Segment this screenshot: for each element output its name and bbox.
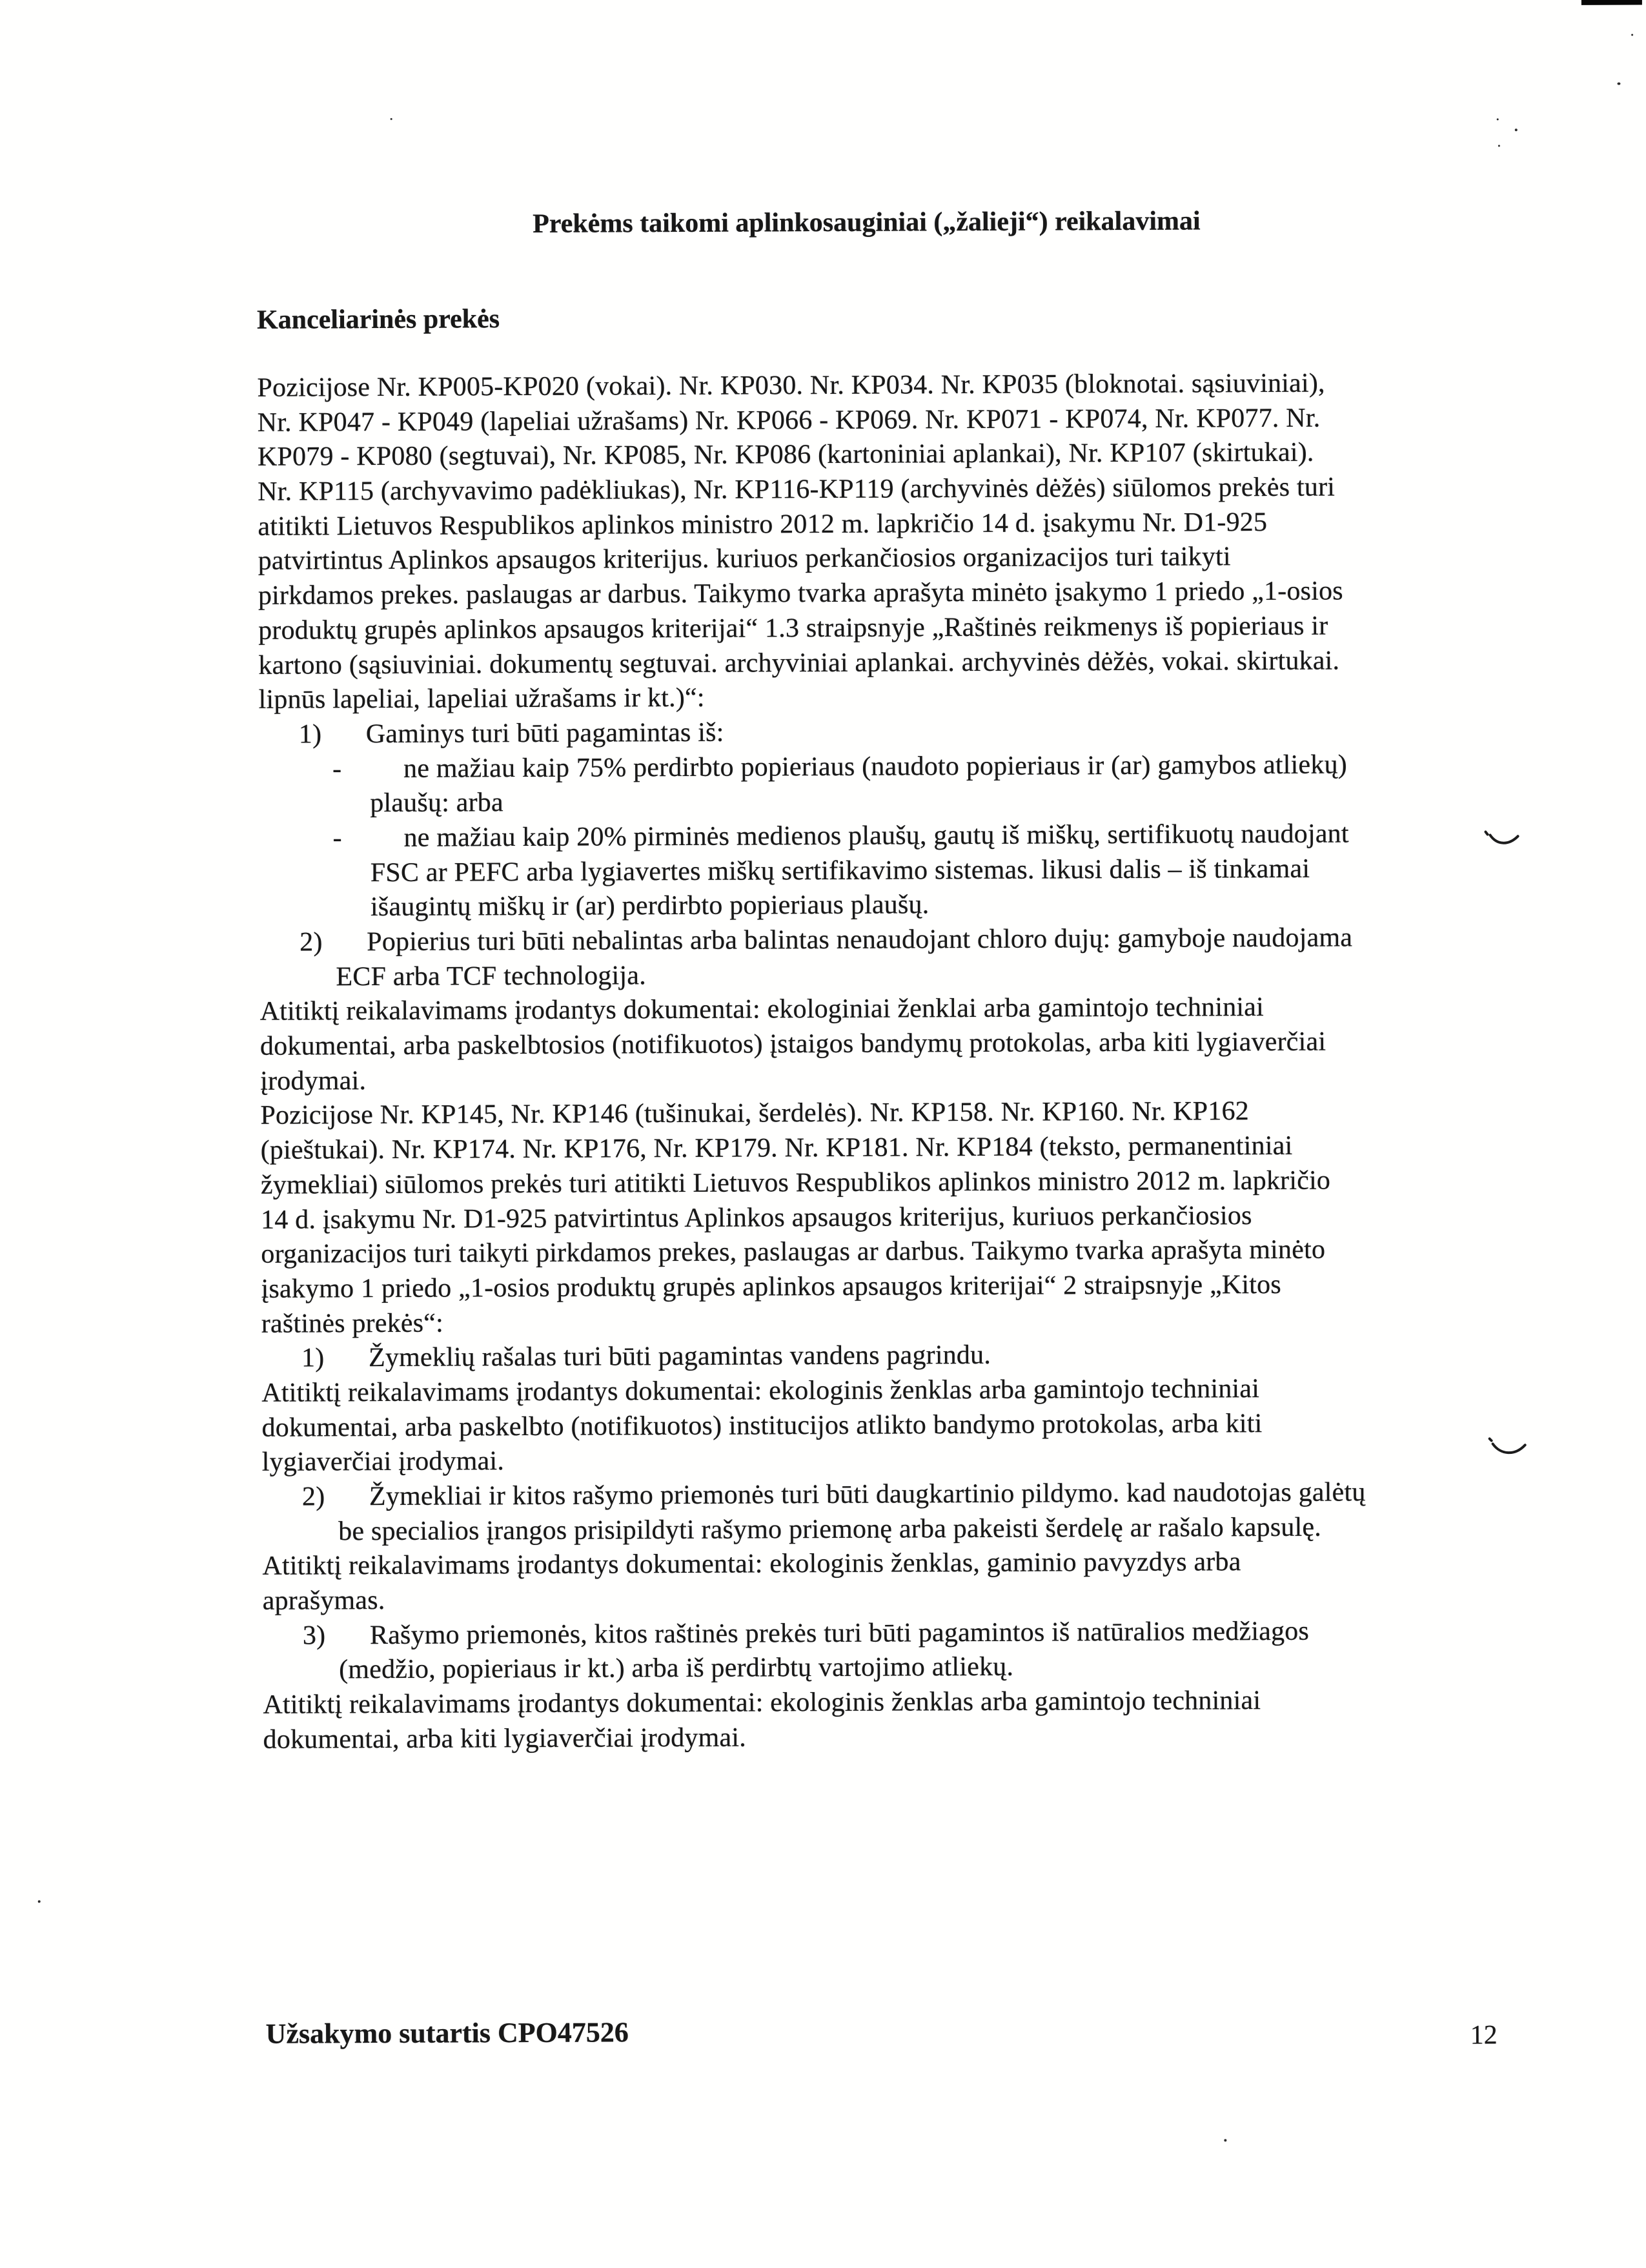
document-title: Prekėms taikomi aplinkosauginiai („žalieji“) reikalavimai [533, 206, 1201, 239]
text-line [259, 747, 1498, 787]
line-text: raštinės prekės“: [261, 1308, 444, 1339]
scan-speck [1497, 118, 1499, 120]
text-line [262, 1509, 1501, 1549]
text-line [263, 1717, 1503, 1757]
line-text: Gaminys turi būti pagamintas iš: [365, 717, 724, 749]
list-marker: 2) [301, 1482, 325, 1512]
line-text: ne mažiau kaip 20% pirminės medienos plaušų, gautų iš miškų, sertifikuotų naudojant [403, 819, 1349, 853]
text-line [260, 990, 1499, 1030]
line-text: Atitiktį reikalavimams įrodantys dokumentai: ekologinis ženklas arba gamintojo techniniai [263, 1686, 1261, 1720]
line-text: Atitiktį reikalavimams įrodantys dokumentai: ekologiniai ženklai arba gamintojo techniniai [259, 992, 1265, 1027]
text-line [262, 1475, 1501, 1515]
scan-speck [1631, 34, 1633, 36]
text-line [263, 1613, 1502, 1653]
line-text: pirkdamos prekes. paslaugas ar darbus. Taikymo tvarka aprašyta minėto įsakymo 1 priedo „1-osios [258, 576, 1343, 611]
text-line [261, 1198, 1500, 1238]
line-text: įrodymai. [260, 1065, 367, 1096]
text-line [261, 1232, 1500, 1272]
line-text: (medžio, popieriaus ir kt.) arba iš perdirbtų vartojimo atliekų. [339, 1652, 1014, 1685]
text-line [261, 1371, 1501, 1411]
page-number: 12 [1470, 2020, 1498, 2050]
line-text: dokumentai, arba paskelbto (notifikuotos) institucijos atlikto bandymo protokolas, arba kiti [261, 1408, 1263, 1443]
text-line [261, 1129, 1500, 1169]
footer-contract-label: Užsakymo sutartis CPO47526 [265, 2016, 629, 2050]
scanner-artifact-bar [1581, 0, 1642, 5]
document-body [257, 365, 1502, 1757]
scan-speck [1515, 128, 1518, 131]
list-marker: - [332, 823, 342, 853]
text-line [259, 955, 1499, 995]
line-text: be specialios įrangos prisipildyti rašymo priemonę arba pakeisti šerdelę ar rašalo kapsulę. [338, 1512, 1322, 1546]
text-line [262, 1440, 1501, 1480]
line-text: įsakymo 1 priedo „1-osios produktų grupės aplinkos apsaugos kriterijai“ 2 straipsnyje „Kitos [261, 1269, 1281, 1304]
list-marker: 1) [301, 1343, 325, 1373]
text-line [258, 678, 1498, 718]
text-line [258, 435, 1497, 475]
text-line [259, 851, 1499, 891]
pen-mark-icon [1484, 827, 1521, 849]
line-text: Žymekliai ir kitos rašymo priemonės turi būti daugkartinio pildymo. kad naudotojas galėtų [369, 1477, 1366, 1512]
text-line [258, 539, 1498, 579]
line-text: žymekliai) siūlomos prekės turi atitikti Lietuvos Respublikos aplinkos ministro 2012 m. lapkričio [260, 1165, 1331, 1200]
text-line [260, 1059, 1499, 1099]
scan-speck [391, 118, 392, 120]
scan-speck [1224, 2139, 1226, 2141]
text-line [259, 886, 1499, 926]
line-text: produktų grupės aplinkos apsaugos kriterijai“ 1.3 straipsnyje „Raštinės reikmenys iš popieriaus ir [258, 611, 1328, 646]
line-text: Nr. KP047 - KP049 (lapeliai užrašams) Nr. KP066 - KP069. Nr. KP071 - KP074, Nr. KP077. Nr. [257, 403, 1321, 438]
line-text: lygiaverčiai įrodymai. [261, 1446, 505, 1478]
list-marker: 3) [302, 1620, 326, 1651]
text-line [261, 1163, 1500, 1203]
text-line [259, 816, 1498, 856]
line-text: plaušų: arba [370, 788, 503, 819]
line-text: kartono (sąsiuviniai. dokumentų segtuvai. archyviniai aplankai. archyvinės dėžės, vokai. skirtukai. [258, 646, 1340, 680]
text-line [263, 1683, 1502, 1723]
text-line [258, 574, 1498, 614]
text-line [261, 1336, 1501, 1376]
line-text: Atitiktį reikalavimams įrodantys dokumentai: ekologinis ženklas arba gamintojo techniniai [261, 1373, 1260, 1408]
line-text: išaugintų miškų ir (ar) perdirbto popieriaus plaušų. [370, 890, 930, 923]
line-text: Žymeklių rašalas turi būti pagamintas vandens pagrindu. [368, 1340, 991, 1373]
text-line [258, 470, 1497, 510]
line-text: ne mažiau kaip 75% perdirbto popieriaus (naudoto popieriaus ir (ar) gamybos atliekų) [403, 750, 1347, 784]
line-text: FSC ar PEFC arba lygiavertes miškų sertifikavimo sistemas. likusi dalis – iš tinkamai [370, 853, 1310, 888]
text-line [261, 1267, 1500, 1307]
line-text: lipnūs lapeliai, lapeliai užrašams ir kt.)“: [258, 682, 705, 715]
text-line [262, 1544, 1501, 1584]
line-text: Atitiktį reikalavimams įrodantys dokumentai: ekologinis ženklas, gaminio pavyzdys arba [262, 1547, 1241, 1582]
scan-speck [1617, 83, 1620, 85]
line-text: Pozicijose Nr. KP005-KP020 (vokai). Nr. KP030. Nr. KP034. Nr. KP035 (bloknotai. sąsiuviniai), [257, 368, 1325, 403]
line-text: organizacijos turi taikyti pirkdamos prekes, paslaugas ar darbus. Taikymo tvarka aprašyta minėto [261, 1234, 1326, 1269]
line-text: dokumentai, arba paskelbtosios (notifikuotos) įstaigos bandymų protokolas, arba kiti lygiaverčiai [259, 1027, 1326, 1061]
text-line [259, 712, 1498, 752]
line-text: ECF arba TCF technologija. [336, 960, 646, 992]
text-line [260, 1094, 1499, 1134]
text-line [263, 1578, 1502, 1619]
text-line [263, 1648, 1502, 1688]
line-text: dokumentai, arba kiti lygiaverčiai įrodymai. [263, 1722, 746, 1755]
line-text: Popierius turi būti nebalintas arba balintas nenaudojant chloro dujų: gamyboje naudojama [367, 923, 1353, 957]
list-marker: 2) [300, 927, 323, 957]
list-marker: 1) [298, 719, 322, 750]
pen-mark-icon [1489, 1435, 1529, 1458]
line-text: 14 d. įsakymu Nr. D1-925 patvirtintus Aplinkos apsaugos kriterijus, kuriuos perkančiosios [261, 1200, 1252, 1235]
line-text: aprašymas. [262, 1586, 385, 1616]
text-line [261, 1405, 1501, 1446]
section-heading: Kanceliarinės prekės [256, 304, 500, 335]
line-text: KP079 - KP080 (segtuvai), Nr. KP085, Nr. KP086 (kartoniniai aplankai), Nr. KP107 (skirtukai). [257, 438, 1314, 473]
text-line [258, 504, 1497, 544]
line-text: patvirtintus Aplinkos apsaugos kriterijus. kuriuos perkančiosios organizacijos turi taikyti [258, 542, 1231, 577]
line-text: (pieštukai). Nr. KP174. Nr. KP176, Nr. KP179. Nr. KP181. Nr. KP184 (teksto, permanentiniai [260, 1130, 1293, 1165]
text-line [259, 782, 1498, 822]
text-line [258, 643, 1498, 683]
text-line [258, 608, 1498, 648]
scan-speck [1498, 145, 1500, 147]
line-text: atitikti Lietuvos Respublikos aplinkos ministro 2012 m. lapkričio 14 d. įsakymu Nr. D1-925 [258, 507, 1268, 542]
scan-speck [38, 1900, 41, 1903]
text-line [257, 365, 1496, 405]
text-line [261, 1302, 1501, 1342]
line-text: Nr. KP115 (archyvavimo padėkliukas), Nr. KP116-KP119 (archyvinės dėžės) siūlomos prekės turi [258, 472, 1336, 507]
text-line [258, 400, 1497, 440]
line-text: Rašymo priemonės, kitos raštinės prekės turi būti pagamintos iš natūralios medžiagos [369, 1616, 1310, 1650]
text-line [259, 920, 1499, 960]
text-line [260, 1024, 1499, 1064]
list-marker: - [332, 753, 342, 784]
line-text: Pozicijose Nr. KP145, Nr. KP146 (tušinukai, šerdelės). Nr. KP158. Nr. KP160. Nr. KP162 [260, 1096, 1250, 1131]
